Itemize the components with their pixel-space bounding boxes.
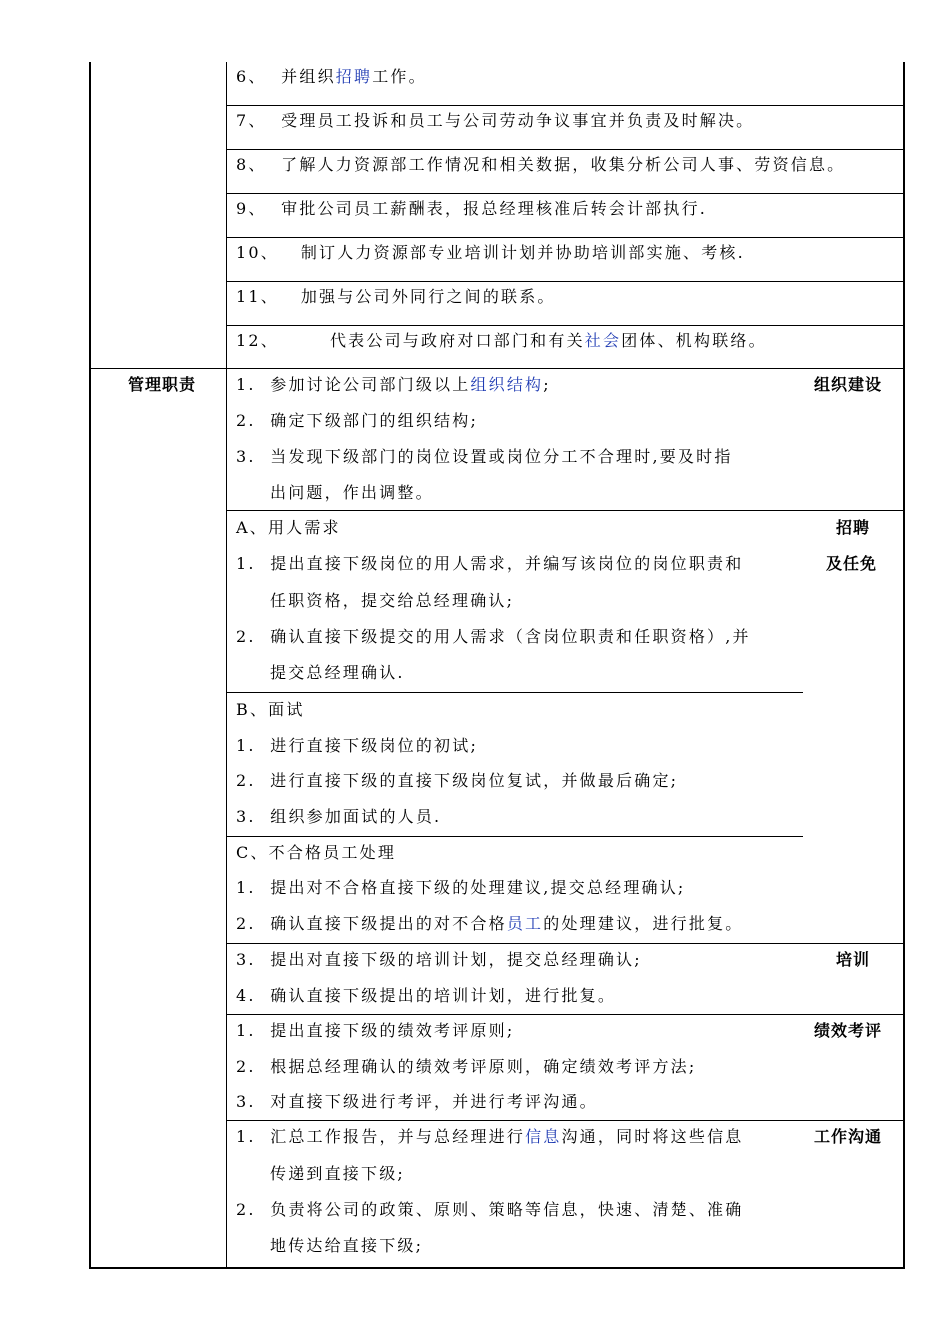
- category-perf: 绩效考评: [814, 1021, 883, 1040]
- list-item: 1. 进行直接下级岗位的初试;: [236, 736, 479, 755]
- row-divider: [226, 943, 905, 944]
- list-item: 1. 提出直接下级的绩效考评原则;: [236, 1021, 515, 1040]
- list-item: 9、 审批公司员工薪酬表，报总经理核准后转会计部执行.: [236, 199, 708, 218]
- row-divider: [226, 281, 905, 282]
- list-item: 3. 组织参加面试的人员.: [236, 807, 442, 826]
- list-item-cont: 地传达给直接下级;: [270, 1236, 424, 1255]
- row-divider: [226, 692, 803, 693]
- table-bottom-border: [89, 1267, 905, 1269]
- list-item: 11、 加强与公司外同行之间的联系。: [236, 287, 556, 306]
- society-link[interactable]: 社会: [584, 331, 622, 350]
- category-training: 培训: [836, 950, 871, 969]
- list-item-cont: 任职资格，提交给总经理确认;: [270, 591, 515, 610]
- subsection-title: B、面试: [236, 700, 305, 719]
- category-org: 组织建设: [814, 375, 883, 394]
- list-item: 1. 提出直接下级岗位的用人需求，并编写该岗位的岗位职责和: [236, 554, 744, 573]
- info-link[interactable]: 信息: [525, 1127, 562, 1146]
- list-item: 1. 提出对不合格直接下级的处理建议,提交总经理确认;: [236, 878, 686, 897]
- org-structure-link[interactable]: 组织结构: [470, 375, 544, 394]
- list-item: 2. 确认直接下级提出的对不合格员工的处理建议，进行批复。: [236, 914, 744, 933]
- list-item: 2. 根据总经理确认的绩效考评原则，确定绩效考评方法;: [236, 1057, 697, 1076]
- list-item: 2. 进行直接下级的直接下级岗位复试，并做最后确定;: [236, 771, 679, 790]
- list-item: 10、 制订人力资源部专业培训计划并协助培训部实施、考核.: [236, 243, 745, 262]
- row-divider: [226, 237, 905, 238]
- row-divider: [226, 149, 905, 150]
- row-divider: [226, 836, 803, 837]
- subsection-title: C、不合格员工处理: [236, 843, 397, 862]
- row-divider: [226, 1014, 905, 1015]
- row-divider: [226, 325, 905, 326]
- row-divider: [226, 193, 905, 194]
- list-item: 2. 负责将公司的政策、原则、策略等信息，快速、清楚、准确: [236, 1200, 744, 1219]
- list-item: 12、 代表公司与政府对口部门和有关社会团体、机构联络。: [236, 331, 767, 350]
- row-divider: [226, 105, 905, 106]
- table-right-border: [903, 62, 905, 1269]
- category-comm: 工作沟通: [814, 1127, 883, 1146]
- list-item: 1. 汇总工作报告，并与总经理进行信息沟通，同时将这些信息: [236, 1127, 744, 1146]
- list-item: 2. 确定下级部门的组织结构;: [236, 411, 479, 430]
- list-item: 4. 确认直接下级提出的培训计划，进行批复。: [236, 986, 617, 1005]
- item-number: 6、: [236, 67, 267, 86]
- section-label: 管理职责: [128, 375, 197, 394]
- column-divider: [226, 62, 227, 1269]
- employee-link[interactable]: 员工: [506, 914, 544, 933]
- list-item-cont: 传递到直接下级;: [270, 1164, 405, 1183]
- list-item: 3. 当发现下级部门的岗位设置或岗位分工不合理时,要及时指: [236, 447, 733, 466]
- list-item-cont: 出问题，作出调整。: [270, 483, 434, 502]
- list-item: 6、 并组织招聘工作。: [236, 67, 427, 86]
- list-item: 3. 提出对直接下级的培训计划，提交总经理确认;: [236, 950, 642, 969]
- recruit-link[interactable]: 招聘: [335, 67, 373, 86]
- list-item: 3. 对直接下级进行考评，并进行考评沟通。: [236, 1092, 598, 1111]
- list-item: 1. 参加讨论公司部门级以上组织结构;: [236, 375, 551, 394]
- category-recruit-2: 及任免: [826, 554, 878, 573]
- list-item: 7、 受理员工投诉和员工与公司劳动争议事宜并负责及时解决。: [236, 111, 755, 130]
- list-item-cont: 提交总经理确认.: [270, 663, 405, 682]
- row-divider: [226, 1120, 905, 1121]
- list-item: 8、 了解人力资源部工作情况和相关数据，收集分析公司人事、劳资信息。: [236, 155, 846, 174]
- row-divider: [226, 510, 905, 511]
- section-divider: [89, 368, 905, 369]
- table-left-border: [89, 62, 91, 1269]
- category-recruit: 招聘: [836, 518, 871, 537]
- list-item: 2. 确认直接下级提交的用人需求（含岗位职责和任职资格）,并: [236, 627, 751, 646]
- subsection-title: A、用人需求: [236, 518, 341, 537]
